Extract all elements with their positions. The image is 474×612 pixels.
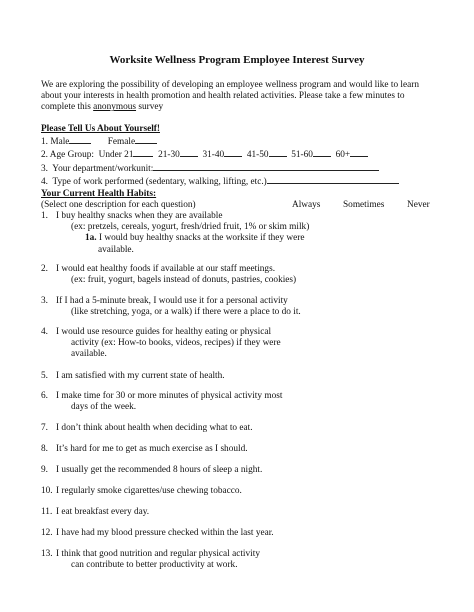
about-heading: Please Tell Us About Yourself! [41, 124, 160, 134]
instruction-text: (Select one description for each question) [41, 200, 196, 211]
anonymous-emphasis: anonymous [93, 102, 137, 113]
question-item [41, 391, 311, 413]
age-blank[interactable] [313, 148, 331, 157]
question-number: 3. [41, 296, 48, 306]
question-number: 3. [41, 163, 48, 174]
question-number: 2. [41, 264, 48, 274]
department-question [41, 162, 441, 175]
column-sometimes: Sometimes [343, 200, 385, 211]
subquestion-label: 1a. [85, 233, 97, 244]
question-text: I think that good nutrition and regular physical activity [56, 549, 260, 559]
female-blank[interactable] [135, 135, 157, 144]
work-type-field[interactable] [267, 175, 399, 184]
age-option: 21-30 [158, 150, 180, 161]
question-item [41, 211, 311, 256]
question-item [41, 371, 311, 382]
work-type-question [41, 175, 441, 188]
intro-line: about your interests in health promotion and health related activities. Please take a few minutes to [41, 91, 405, 102]
question-item [41, 444, 311, 455]
question-text: I usually get the recommended 8 hours of sleep a night. [56, 465, 263, 475]
question-item [41, 549, 311, 571]
age-blank[interactable] [350, 148, 368, 157]
question-number: 13. [41, 549, 53, 559]
age-blank[interactable] [224, 148, 242, 157]
age-group-question [41, 148, 441, 161]
question-number: 1. [41, 211, 48, 221]
question-number: 4. [41, 327, 48, 337]
department-label: Your department/workunit: [52, 163, 154, 174]
question-number: 2. [41, 150, 48, 161]
question-number: 4. [41, 176, 48, 187]
question-item [41, 264, 311, 286]
question-text: It’s hard for me to get as much exercise as I should. [56, 444, 248, 454]
male-blank[interactable] [69, 135, 91, 144]
question-number: 8. [41, 444, 48, 454]
age-option: Under 21 [98, 150, 134, 161]
intro-line: We are exploring the possibility of developing an employee wellness program and would like to learn [41, 80, 419, 90]
survey-title: Worksite Wellness Program Employee Interest Survey [109, 54, 365, 66]
question-text: I regularly smoke cigarettes/use chewing tobacco. [56, 486, 242, 496]
question-text: I have had my blood pressure checked within the last year. [56, 528, 274, 538]
question-text: can contribute to better productivity at work. [71, 560, 238, 571]
question-number: 10. [41, 486, 53, 496]
question-text: I eat breakfast every day. [56, 507, 150, 517]
question-text: days of the week. [71, 402, 137, 413]
age-blank[interactable] [269, 148, 287, 157]
question-number: 1. [41, 137, 48, 148]
work-type-label: Type of work performed (sedentary, walking, lifting, etc.) [52, 176, 267, 187]
age-blank[interactable] [180, 148, 198, 157]
age-option: 51-60 [291, 150, 313, 161]
subquestion-line: available. [98, 244, 134, 255]
question-text: (like stretching, yoga, or a walk) if there were a place to do it. [71, 307, 301, 318]
department-field[interactable] [153, 162, 379, 171]
intro-paragraph [41, 80, 441, 114]
intro-line [41, 102, 441, 113]
question-number: 5. [41, 371, 48, 381]
habits-header-row [41, 200, 441, 211]
question-item [41, 528, 311, 539]
age-group-label: Age Group: [49, 150, 94, 161]
question-text: I would use resource guides for healthy eating or physical [56, 327, 272, 337]
question-number: 6. [41, 391, 48, 401]
question-example: (ex: fruit, yogurt, bagels instead of donuts, pastries, cookies) [71, 275, 297, 286]
male-label: Male [50, 137, 70, 148]
female-label: Female [107, 137, 136, 148]
question-text: I would eat healthy foods if available at our staff meetings. [56, 264, 276, 274]
intro-text: complete this [41, 102, 94, 113]
question-number: 9. [41, 465, 48, 475]
question-text: available. [71, 349, 107, 360]
question-item [41, 423, 311, 434]
question-item [41, 486, 311, 497]
question-text: I am satisfied with my current state of health. [56, 371, 225, 381]
habits-heading: Your Current Health Habits: [41, 189, 157, 199]
question-item [41, 327, 311, 361]
about-yourself-section [41, 124, 441, 188]
age-option: 31-40 [202, 150, 225, 161]
intro-text: survey [136, 102, 164, 113]
question-text: If I had a 5-minute break, I would use it for a personal activity [56, 296, 288, 306]
age-blank[interactable] [133, 148, 153, 157]
question-item [41, 296, 311, 318]
column-never: Never [407, 200, 430, 211]
question-number: 7. [41, 423, 48, 433]
question-example: (ex: pretzels, cereals, yogurt, fresh/dried fruit, 1% or skim milk) [71, 222, 310, 233]
question-text: activity (ex: How-to books, videos, recipes) if they were [71, 338, 281, 349]
question-number: 11. [41, 507, 53, 517]
question-item [41, 465, 311, 476]
age-option: 41-50 [246, 150, 269, 161]
age-option: 60+ [335, 150, 351, 161]
question-text: I make time for 30 or more minutes of physical activity most [56, 391, 283, 401]
column-always: Always [292, 200, 321, 211]
question-text: I don’t think about health when deciding what to eat. [56, 423, 253, 433]
gender-question [41, 135, 441, 148]
health-habits-section [41, 189, 441, 211]
question-text: I buy healthy snacks when they are available [56, 211, 223, 221]
question-number: 12. [41, 528, 53, 538]
subquestion-line: I would buy healthy snacks at the worksite if they were [98, 233, 305, 244]
subquestion-text [41, 233, 311, 244]
question-item [41, 507, 311, 518]
